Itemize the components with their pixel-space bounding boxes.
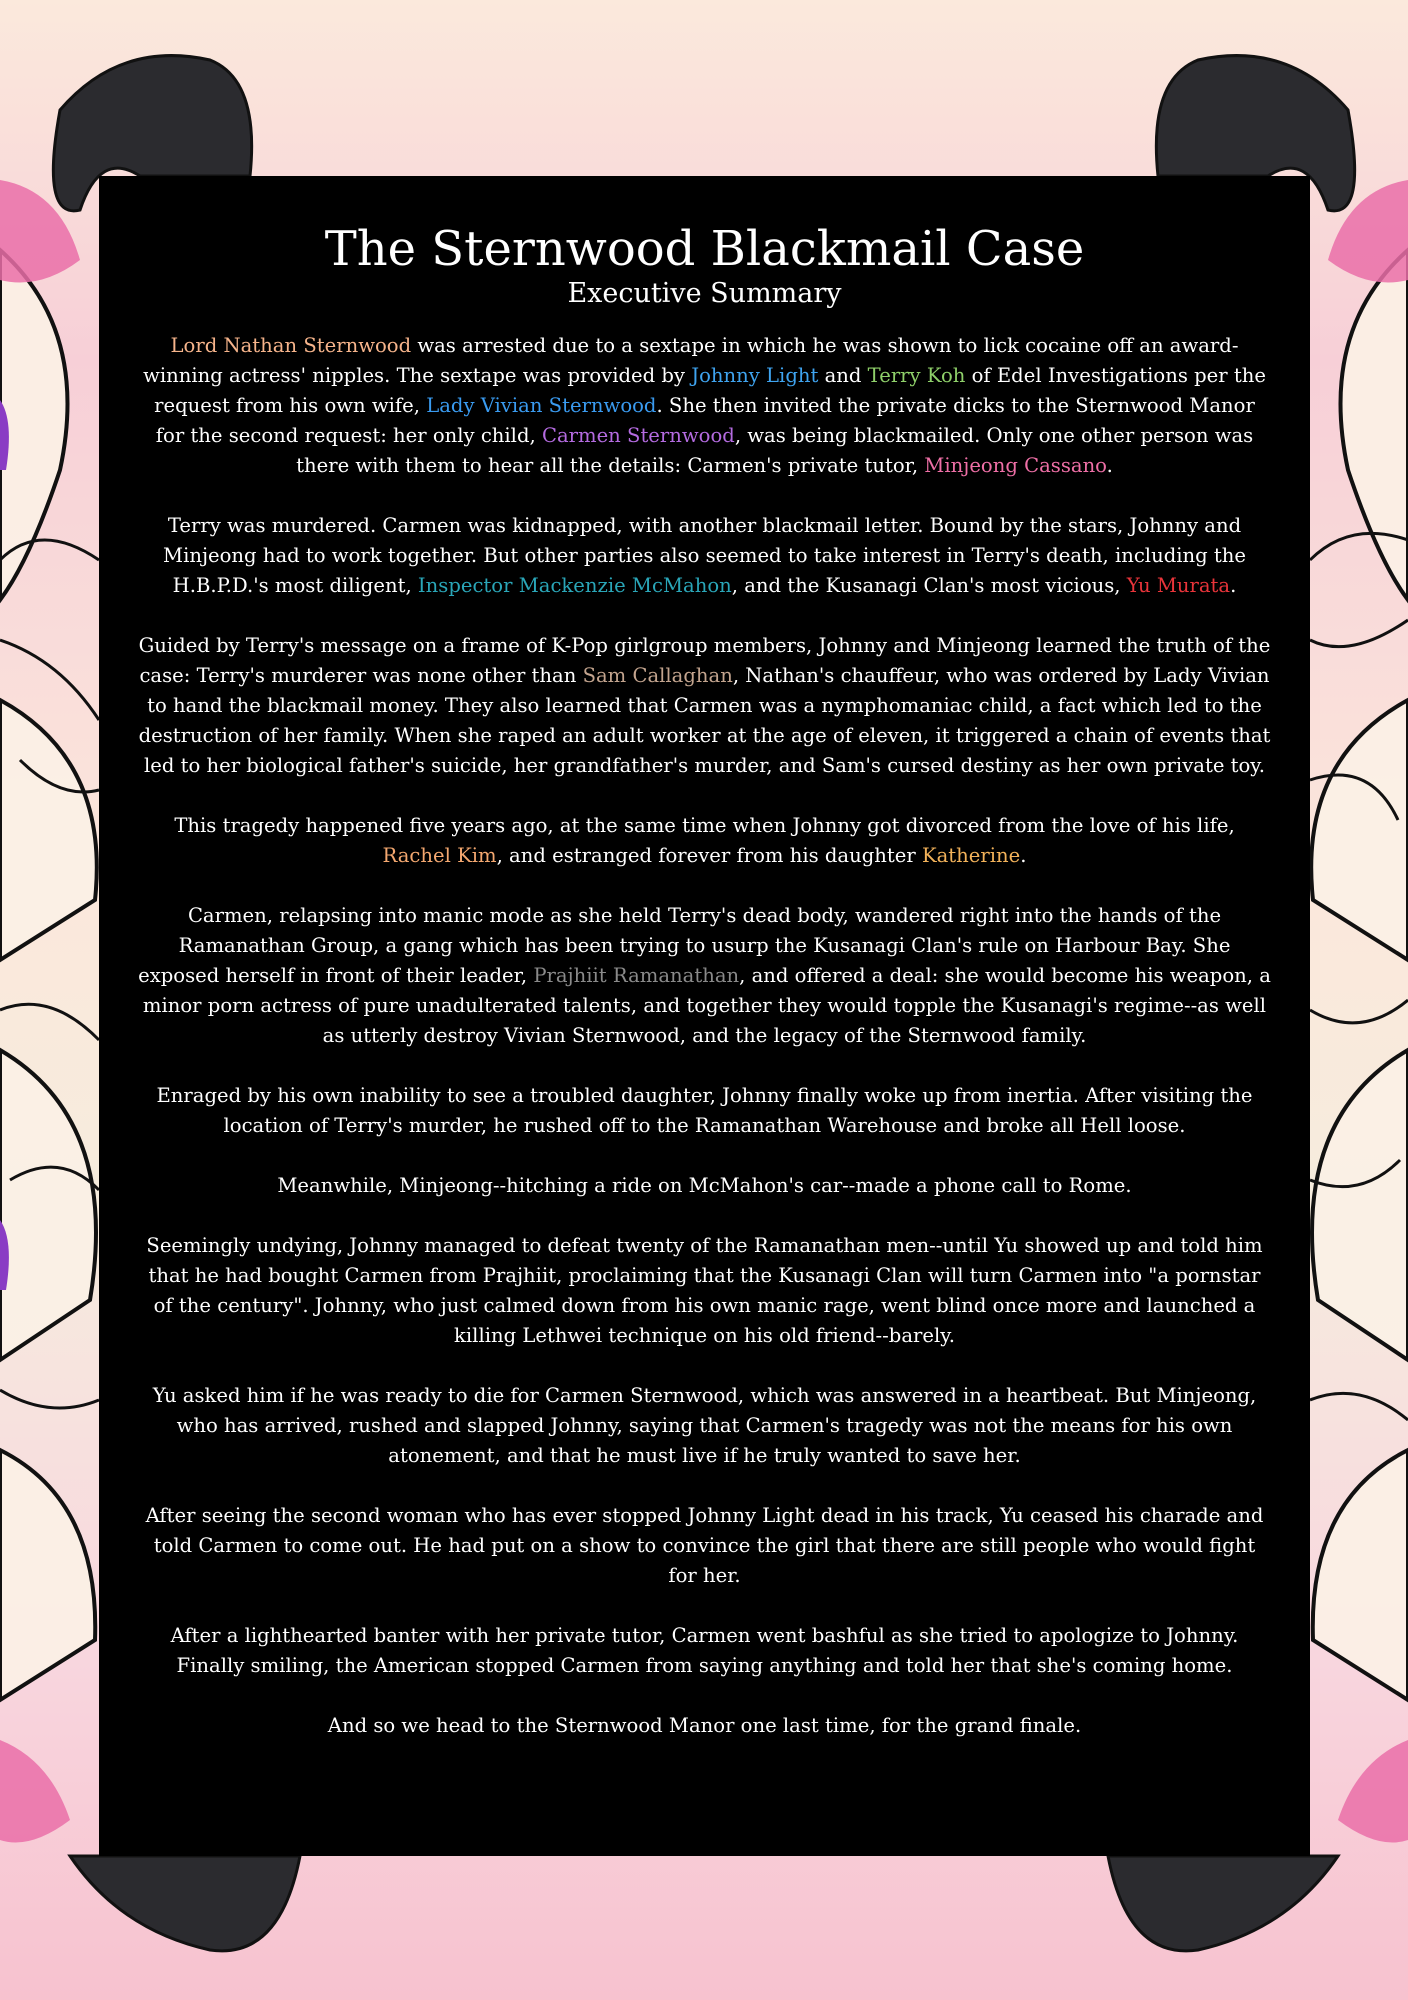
- character-name: Minjeong Cassano: [924, 454, 1107, 477]
- page-subtitle: Executive Summary: [567, 278, 842, 309]
- paragraph-text: After a lighthearted banter with her private tutor, Carmen went bashful as she tried to apologize to Johnny. Finally smiling, the American stopped Carmen from saying anything and told her that she's coming home.: [170, 1624, 1239, 1677]
- paragraph-text: Seemingly undying, Johnny managed to defeat twenty of the Ramanathan men--until Yu showed up and told him that he had bought Carmen from Prajhiit, proclaiming that the Kusanagi Clan will turn Carmen into "a pornstar of the century". Johnny, who just calmed down from his own manic rage, went blind once more and launched a killing Lethwei technique on his old friend--barely.: [146, 1234, 1263, 1347]
- paragraph-text: Enraged by his own inability to see a troubled daughter, Johnny finally woke up from inertia. After visiting the location of Terry's murder, he rushed off to the Ramanathan Warehouse and broke all Hell loose.: [156, 1084, 1253, 1137]
- paragraph-text: Terry was murdered. Carmen was kidnapped, with another blackmail letter. Bound by the stars, Johnny and Minjeong had to work together. But other parties also seemed to take interest in Terry's death, including the H.B.P.D.'s most diligent,: [163, 514, 1246, 597]
- paragraph-text: , and the Kusanagi Clan's most vicious,: [731, 574, 1127, 597]
- summary-paragraph: [137, 1711, 1272, 1741]
- paragraph-text: Meanwhile, Minjeong--hitching a ride on McMahon's car--made a phone call to Rome.: [277, 1174, 1132, 1197]
- paragraph-text: and: [818, 364, 868, 387]
- paragraph-text: .: [1230, 574, 1237, 597]
- character-name: Carmen Sternwood: [541, 424, 735, 447]
- paragraph-text: , and estranged forever from his daughter: [496, 844, 922, 867]
- paragraph-text: And so we head to the Sternwood Manor one last time, for the grand finale.: [327, 1714, 1082, 1737]
- paragraph-text: of Edel Investigations per the request from his own wife,: [154, 364, 1266, 417]
- paragraph-text: was arrested due to a sextape in which he was shown to lick cocaine off an award-winning actress' nipples. The sextape was provided by: [143, 334, 1239, 387]
- summary-paragraph: [137, 331, 1272, 481]
- summary-paragraph: [137, 1081, 1272, 1141]
- summary-paragraph: [137, 901, 1272, 1051]
- paragraph-text: Carmen, relapsing into manic mode as she held Terry's dead body, wandered right into the hands of the Ramanathan Group, a gang which has been trying to usurp the Kusanagi Clan's rule on Harbour Bay. She exposed herself in front of their leader,: [138, 904, 1231, 987]
- character-name: Prajhiit Ramanathan: [533, 964, 740, 987]
- summary-paragraph: [137, 1501, 1272, 1591]
- paragraph-text: Guided by Terry's message on a frame of K-Pop girlgroup members, Johnny and Minjeong learned the truth of the case: Terry's murderer was none other than: [138, 634, 1271, 687]
- page-title: The Sternwood Blackmail Case: [324, 221, 1085, 277]
- summary-paragraph: [137, 1621, 1272, 1681]
- paragraph-text: .: [1020, 844, 1027, 867]
- character-name: Lord Nathan Sternwood: [170, 334, 412, 357]
- character-name: Katherine: [921, 844, 1021, 867]
- character-name: Lady Vivian Sternwood: [426, 394, 657, 417]
- character-name: Johnny Light: [691, 364, 819, 387]
- paragraph-text: . She then invited the private dicks to the Sternwood Manor for the second request: her only child,: [155, 394, 1255, 447]
- character-name: Sam Callaghan: [582, 664, 733, 687]
- summary-paragraph: [137, 631, 1272, 781]
- paragraph-text: , was being blackmailed. Only one other person was there with them to hear all the details: Carmen's private tutor,: [296, 424, 1254, 477]
- summary-paragraph: [137, 1231, 1272, 1351]
- summary-body: [137, 331, 1272, 1741]
- summary-paragraph: [137, 1171, 1272, 1201]
- paragraph-text: Yu asked him if he was ready to die for Carmen Sternwood, which was answered in a heartbeat. But Minjeong, who has arrived, rushed and slapped Johnny, saying that Carmen's tragedy was not the means for his own atonement, and that he must live if he truly wanted to save her.: [152, 1384, 1257, 1467]
- summary-paragraph: [137, 1381, 1272, 1471]
- paragraph-text: After seeing the second woman who has ever stopped Johnny Light dead in his track, Yu ceased his charade and told Carmen to come out. He had put on a show to convince the girl that there are still people who would fight for her.: [145, 1504, 1264, 1587]
- character-name: Rachel Kim: [382, 844, 497, 867]
- paragraph-text: .: [1106, 454, 1113, 477]
- summary-paragraph: [137, 511, 1272, 601]
- paragraph-text: , and offered a deal: she would become his weapon, a minor porn actress of pure unadulterated talents, and together they would topple the Kusanagi's regime--as well as utterly destroy Vivian Sternwood, and the legacy of the Sternwood family.: [142, 964, 1271, 1047]
- paragraph-text: , Nathan's chauffeur, who was ordered by Lady Vivian to hand the blackmail money. They also learned that Carmen was a nymphomaniac child, a fact which led to the destruction of her family. When she raped an adult worker at the age of eleven, it triggered a chain of events that led to her biological father's suicide, her grandfather's murder, and Sam's cursed destiny as her own private toy.: [138, 664, 1271, 777]
- summary-paragraph: [137, 811, 1272, 871]
- character-name: Inspector Mackenzie McMahon: [417, 574, 732, 597]
- summary-panel: [99, 176, 1310, 1856]
- character-name: Terry Koh: [867, 364, 966, 387]
- paragraph-text: This tragedy happened five years ago, at the same time when Johnny got divorced from the love of his life,: [174, 814, 1235, 837]
- character-name: Yu Murata: [1126, 574, 1231, 597]
